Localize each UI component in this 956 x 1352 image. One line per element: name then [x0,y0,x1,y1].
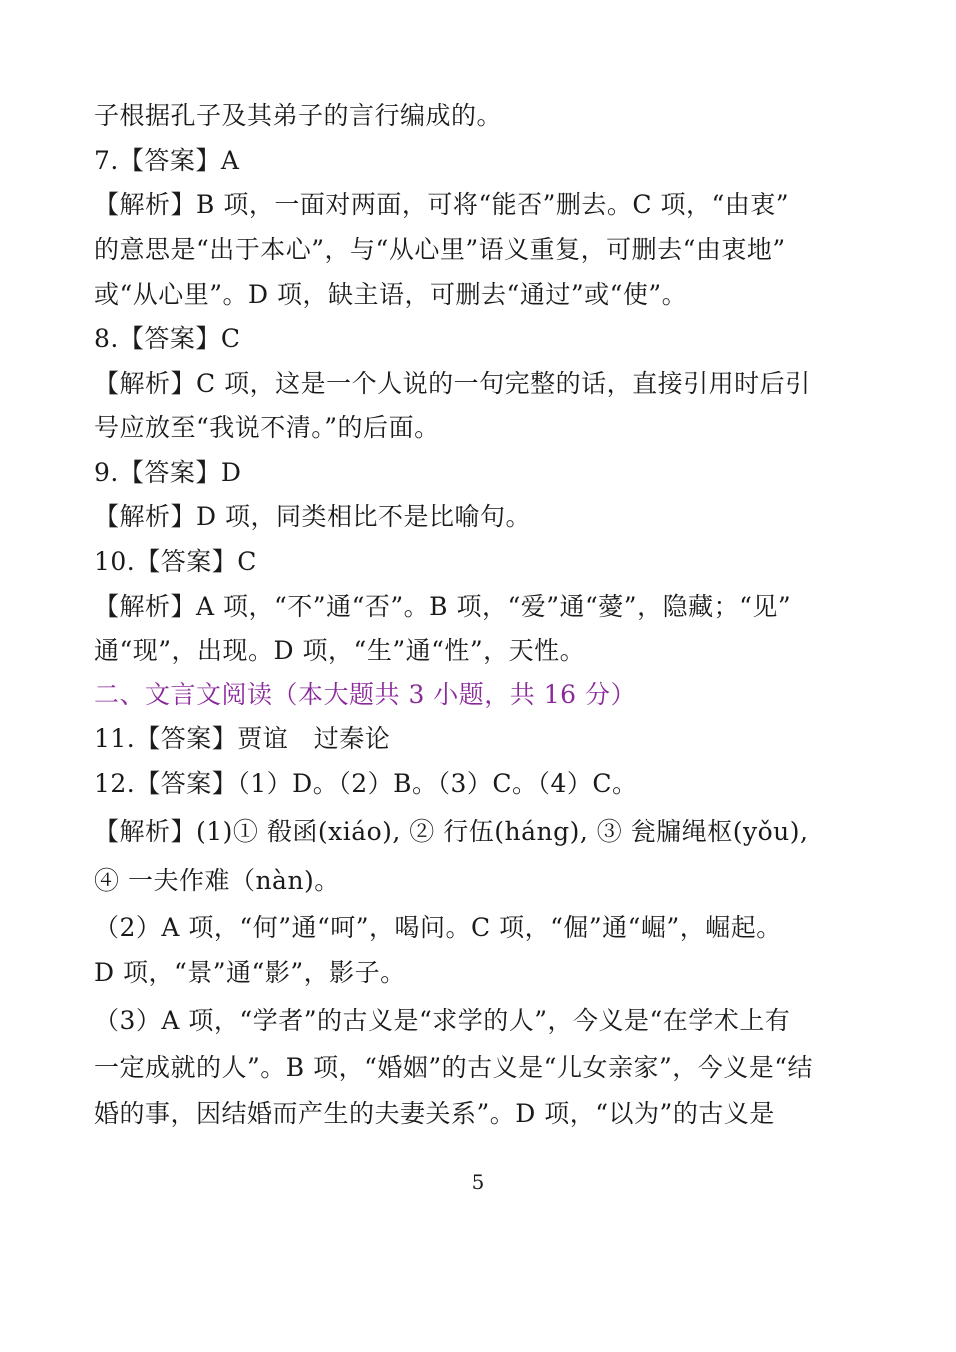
answer-11: 11.【答案】贾谊 过秦论 [94,724,391,753]
answer-9: 9.【答案】D [94,458,242,487]
analysis-8-line-1: 【解析】C 项，这是一个人说的一句完整的话，直接引用时后引 [94,369,811,398]
analysis-12-line-2: ④ 一夫作难（nàn)。 [94,866,340,895]
answer-10: 10.【答案】C [94,547,257,576]
analysis-7-line-2: 的意思是“出于本心”，与“从心里”语义重复，可删去“由衷地” [94,235,786,264]
analysis-12-part-3-line-1: （3）A 项，“学者”的古义是“求学的人”，今义是“在学术上有 [94,1006,791,1035]
analysis-10-line-1: 【解析】A 项，“不”通“否”。B 项，“爱”通“薆”，隐藏；“见” [94,592,792,621]
analysis-12-part-3-line-3: 婚的事，因结婚而产生的夫妻关系”。D 项，“以为”的古义是 [94,1099,775,1128]
analysis-7-line-3: 或“从心里”。D 项，缺主语，可删去“通过”或“使”。 [94,280,688,309]
analysis-7-line-1: 【解析】B 项，一面对两面，可将“能否”删去。C 项，“由衷” [94,190,790,219]
analysis-9: 【解析】D 项，同类相比不是比喻句。 [94,502,531,531]
analysis-12-part-3-line-2: 一定成就的人”。B 项，“婚姻”的古义是“儿女亲家”，今义是“结 [94,1053,814,1082]
analysis-8-line-2: 号应放至“我说不清。”的后面。 [94,413,440,442]
analysis-12-part-2-line-2: D 项，“景”通“影”，影子。 [94,958,406,987]
answer-8: 8.【答案】C [94,324,241,353]
analysis-12-part-2-line-1: （2）A 项，“何”通“呵”，喝问。C 项，“倔”通“崛”，崛起。 [94,913,782,942]
section-heading-classical-reading: 二、文言文阅读（本大题共 3 小题，共 16 分） [94,680,637,709]
page-number: 5 [471,1170,485,1194]
text-line-continuation: 子根据孔子及其弟子的言行编成的。 [94,101,503,130]
analysis-12-line-1: 【解析】(1)① 殽函(xiáo), ② 行伍(háng), ③ 瓮牖绳枢(yǒu), [94,817,809,846]
analysis-10-line-2: 通“现”，出现。D 项，“生”通“性”，天性。 [94,636,586,665]
answer-7: 7.【答案】A [94,146,240,175]
answer-12: 12.【答案】（1）D。（2）B。（3）C。（4）C。 [94,769,638,798]
